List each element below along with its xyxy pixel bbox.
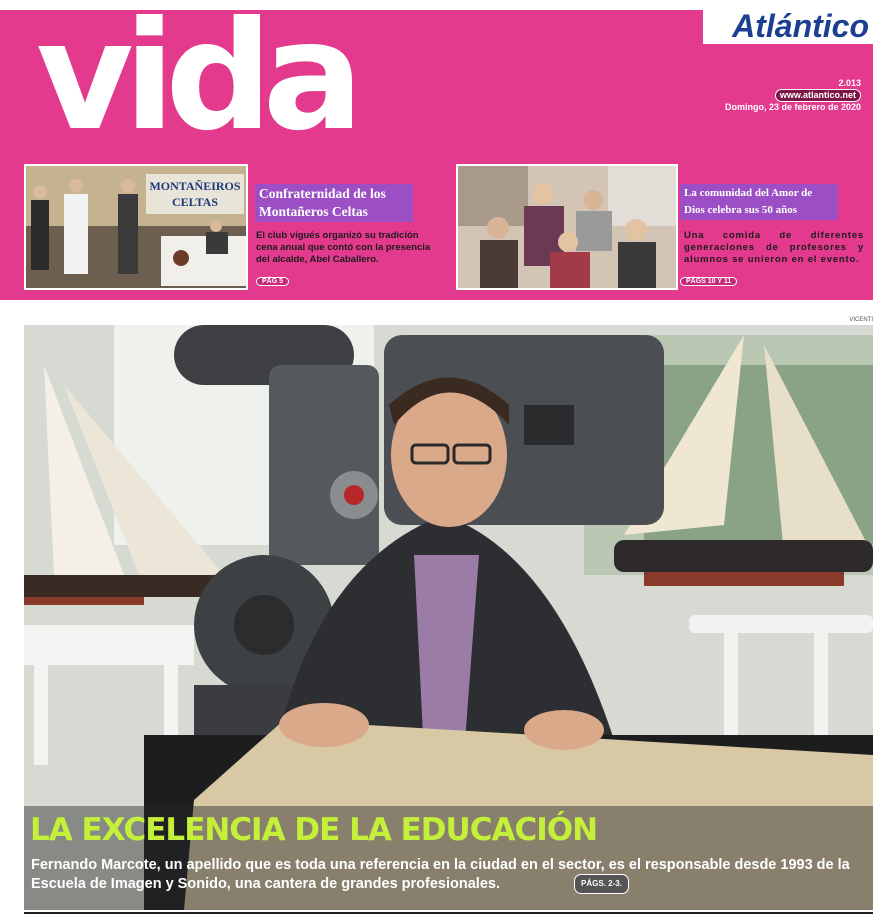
teaser-amor-de-dios[interactable] <box>456 170 866 300</box>
teaser-photo-montaneiros <box>24 164 248 290</box>
teaser-text: El club vigués organizó su tradición cena anual que contó con la presencia del alcalde, Abel Caballero. <box>256 230 431 265</box>
deck <box>31 856 871 894</box>
photo-credit: VICENTI <box>849 317 873 323</box>
issue-number: 2.013 <box>838 78 861 88</box>
teaser-montaneiros[interactable] <box>24 170 444 300</box>
bottom-rule <box>24 912 873 914</box>
issue-date: Domingo, 23 de febrero de 2020 <box>724 102 861 112</box>
brand-box <box>703 10 873 44</box>
brand-name: Atlántico <box>732 8 869 44</box>
teaser-page-link[interactable]: PÁGS 10 Y 11 <box>680 277 737 286</box>
strip-separator <box>0 300 873 314</box>
pages-link[interactable]: PÁGS. 2-3. <box>574 874 629 894</box>
svg-text:MONTAÑEIROS: MONTAÑEIROS <box>149 179 241 193</box>
teaser-text: Una comida de diferentes generaciones de profesores y alumnos se unieron en el evento. <box>684 230 864 265</box>
svg-text:CELTAS: CELTAS <box>171 195 219 209</box>
masthead <box>0 0 873 170</box>
teaser-page-link[interactable]: PÁG 5 <box>256 277 289 286</box>
headline: LA EXCELENCIA DE LA EDUCACIÓN <box>30 812 598 848</box>
teaser-photo-amor-de-dios <box>456 164 678 290</box>
teaser-strip <box>0 170 873 300</box>
section-logo: vida <box>36 0 354 164</box>
deck-text: Fernando Marcote, un apellido que es toda una referencia en la ciudad en el sector, es el responsable desde 1993 de la Escuela de Imagen y Sonido, una cantera de grandes profesionales. <box>31 857 850 892</box>
issue-meta <box>725 78 861 113</box>
headline-box <box>24 806 873 910</box>
website-link[interactable]: www.atlantico.net <box>775 89 861 102</box>
teaser-title: La comunidad del Amor de Dios celebra sus 50 años <box>680 184 838 220</box>
teaser-title: Confraternidad de los Montañeros Celtas <box>255 184 413 222</box>
